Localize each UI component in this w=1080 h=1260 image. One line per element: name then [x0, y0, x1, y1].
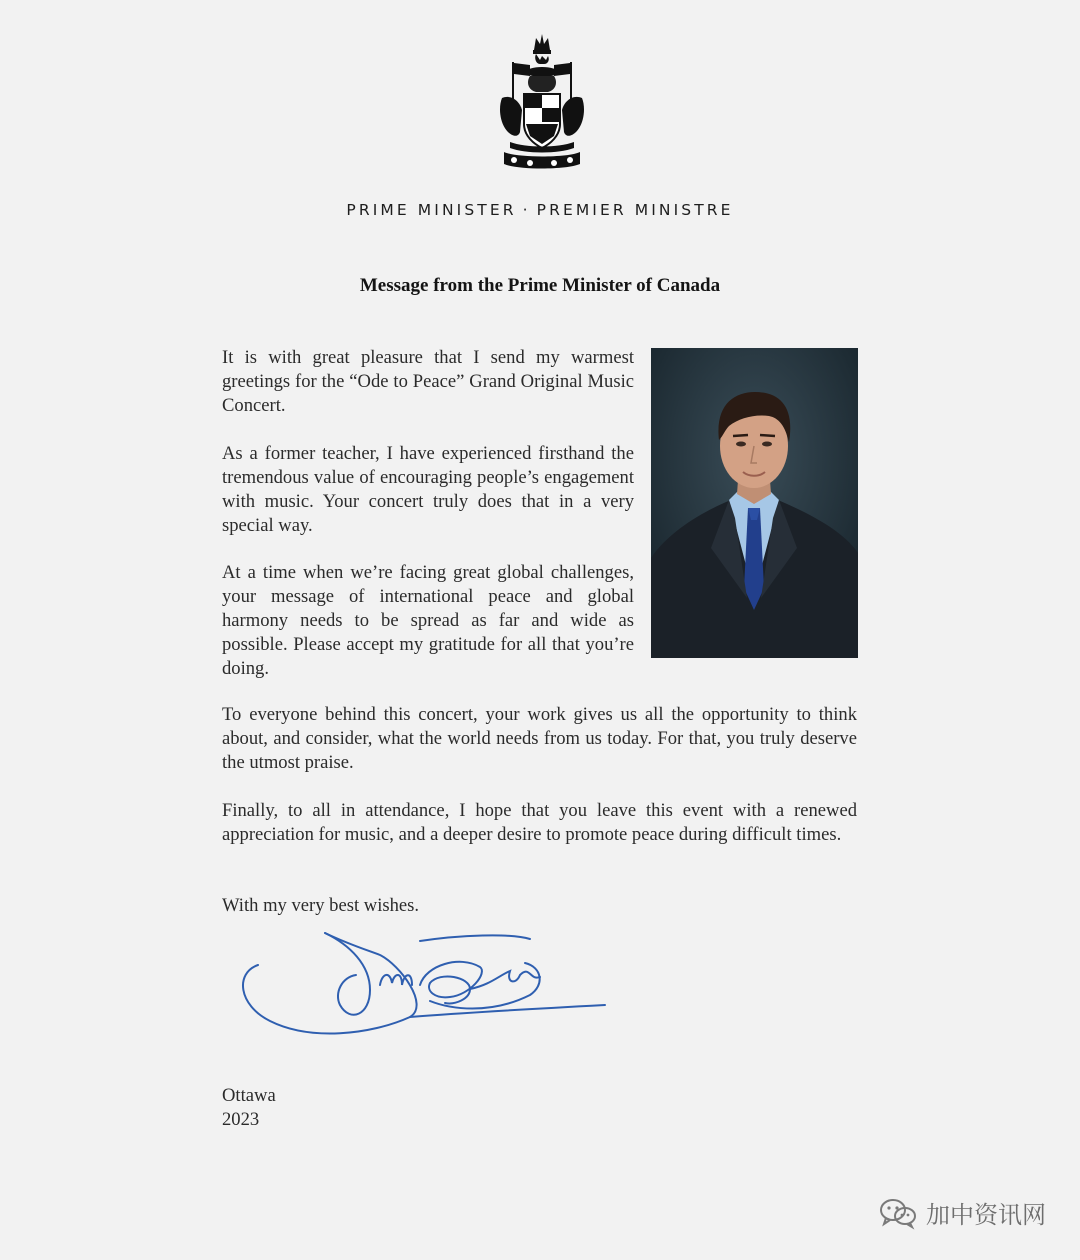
- letterhead-office: [0, 201, 1080, 219]
- paragraph-4: To everyone behind this concert, your work gives us all the opportunity to think about, and consider, what the world needs from us today. For that, you truly deserve the utmost praise.: [222, 704, 857, 773]
- paragraph-2: As a former teacher, I have experienced firsthand the tremendous value of encouraging people’s engagement with music. Your concert truly does that in a very special way.: [222, 443, 634, 536]
- watermark: [878, 1195, 1046, 1230]
- office-separator: ·: [522, 201, 531, 219]
- year: 2023: [222, 1109, 260, 1130]
- office-french: PREMIER MINISTRE: [536, 201, 734, 219]
- paragraph-1: It is with great pleasure that I send my warmest greetings for the “Ode to Peace” Grand Original Music Concert.: [222, 347, 634, 416]
- coat-of-arms-icon: [496, 32, 588, 172]
- letter-title: Message from the Prime Minister of Canada: [359, 275, 721, 296]
- office-english: PRIME MINISTER: [346, 201, 517, 219]
- watermark-text: 加中资讯网: [926, 1201, 1046, 1229]
- signature: [230, 925, 620, 1045]
- portrait-photo: [651, 348, 858, 658]
- closing-line: With my very best wishes.: [222, 895, 420, 916]
- place: Ottawa: [222, 1085, 276, 1106]
- paragraph-5: Finally, to all in attendance, I hope that you leave this event with a renewed appreciation for music, and a deeper desire to promote peace during difficult times.: [222, 800, 857, 845]
- paragraph-3: At a time when we’re facing great global challenges, your message of international peace and global harmony needs to be spread as far and wide as possible. Please accept my gratitude for all that you’re doing.: [222, 562, 634, 679]
- wechat-icon: [878, 1196, 918, 1230]
